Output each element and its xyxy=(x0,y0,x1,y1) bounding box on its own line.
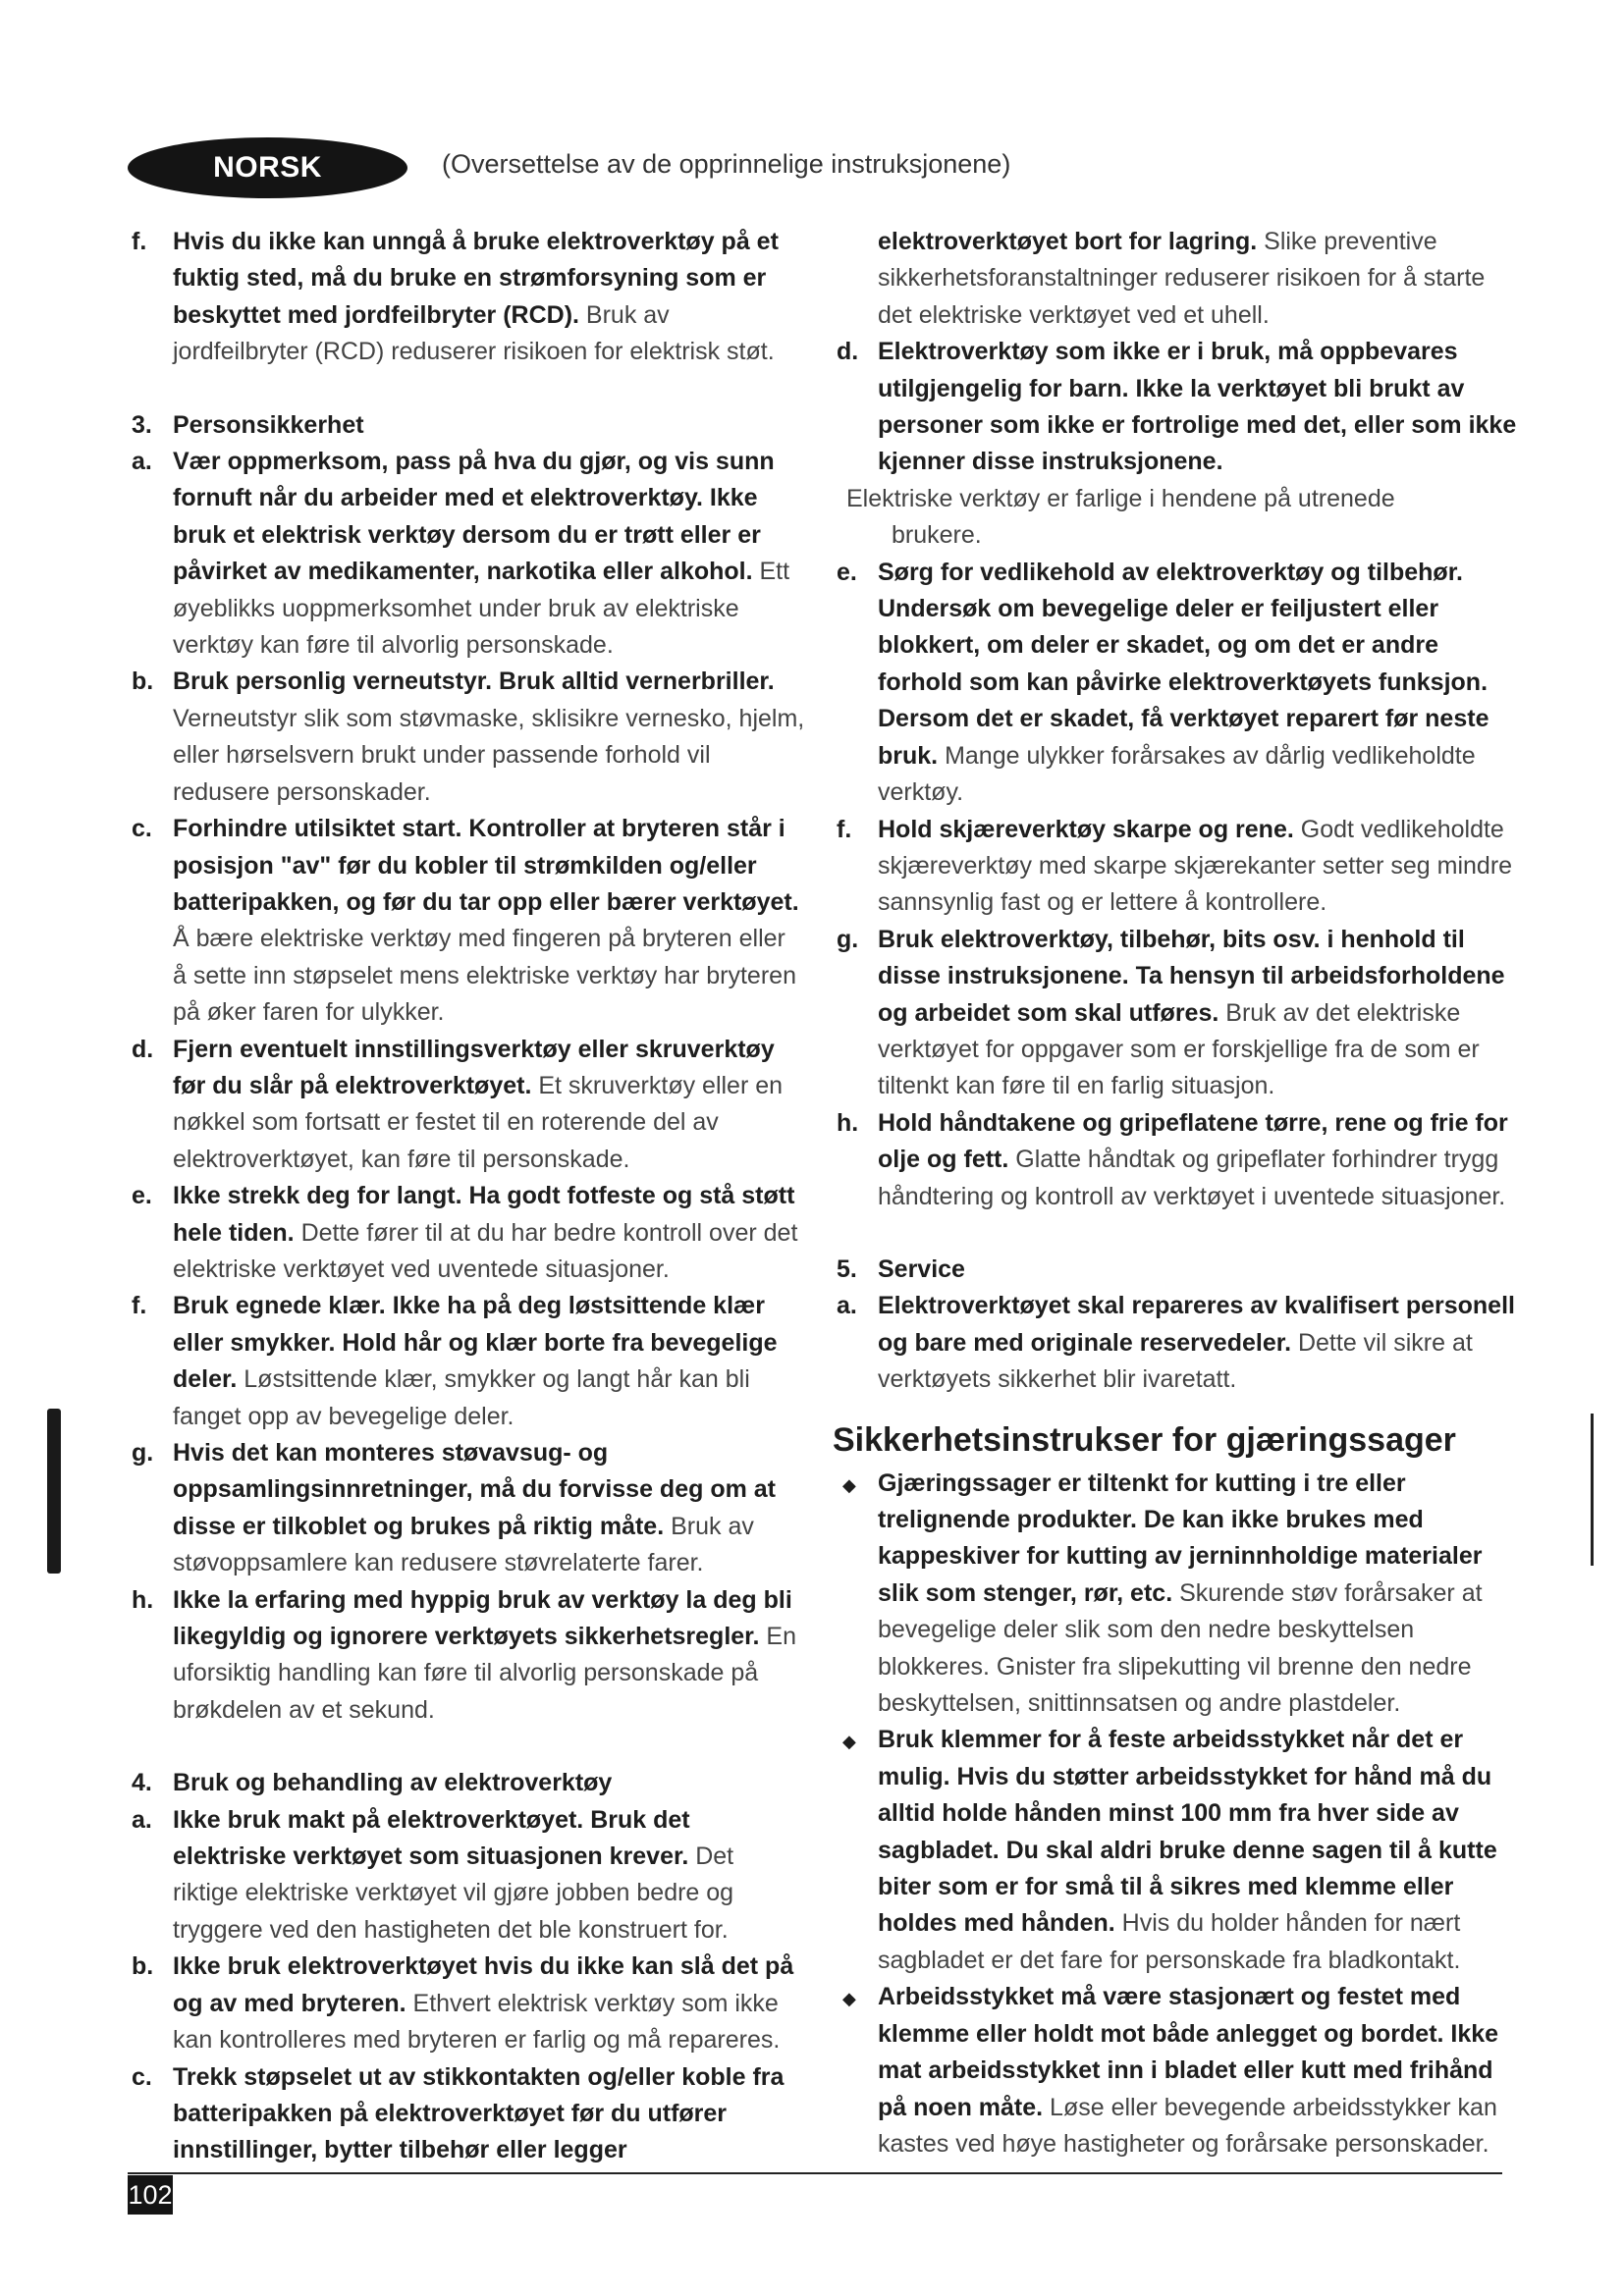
diamond-bullet-icon: ◆ xyxy=(842,1474,856,1495)
section-marker-bar xyxy=(47,1409,61,1574)
list-item: e. Ikke strekk deg for langt. Ha godt fotfeste og stå støtt hele tiden. Dette fører til at du har bedre kontroll over det elektriske verktøyet ved uventede situasjoner. xyxy=(132,1182,798,1283)
list-item: a. Ikke bruk makt på elektroverktøyet. Bruk det elektriske verktøyet som situasjonen krever. Det riktige elektriske verktøyet vil gjøre jobben bedre og tryggere ved den hastigheten det ble konstruert for. xyxy=(132,1805,734,1944)
list-item: c. Forhindre utilsiktet start. Kontroller at bryteren står i posisjon "av" før du kobler til strømkilden og/eller batteripakken, og før du tar opp eller bærer verktøyet. Å bære elektriske verktøy med fingeren på bryteren eller å sette inn støpselet mens elektriske verktøy har bryteren på øker faren for ulykker. xyxy=(132,815,799,1027)
language-tab: NORSK xyxy=(128,137,407,198)
section-heading: 3. Personsikkerhet xyxy=(132,410,364,439)
footer-rule xyxy=(128,2172,1502,2174)
list-item: a. Vær oppmerksom, pass på hva du gjør, og vis sunn fornuft når du arbeider med et elektroverktøy. Ikke bruk et elektrisk verktøy dersom du er trøtt eller er påvirket av medikamenter, narkotika eller alkohol. Ett øyeblikks uoppmerksomhet under bruk av elektriske verktøy kan føre til alvorlig personskade. xyxy=(132,448,790,660)
list-item: a. Elektroverktøyet skal repareres av kvalifisert personell og bare med originale reservedeler. Dette vil sikre at verktøyets sikkerhet blir ivaretatt. xyxy=(837,1292,1515,1394)
list-item: f. Hvis du ikke kan unngå å bruke elektroverktøy på et fuktig sted, må du bruke en strømforsyning som er beskyttet med jordfeilbryter (RCD). Bruk av jordfeilbryter (RCD) reduserer risikoen for elektrisk støt. xyxy=(132,228,779,366)
section-marker-line xyxy=(1591,1414,1594,1566)
left-column xyxy=(128,224,805,2169)
list-item: f. Bruk egnede klær. Ikke ha på deg løstsittende klær eller smykker. Hold hår og klær borte fra bevegelige deler. Løstsittende klær, smykker og langt hår kan bli fanget opp av bevegelige deler. xyxy=(132,1292,778,1430)
section-title: Sikkerhetsinstrukser for gjæringssager xyxy=(833,1420,1456,1459)
list-item-continuation: elektroverktøyet bort for lagring. Slike preventive sikkerhetsforanstaltninger reduserer risikoen for å starte det elektriske verktøyet ved et uhell. xyxy=(878,228,1486,329)
paragraph: Elektriske verktøy er farlige i hendene på utrenede brukere. xyxy=(846,484,1395,550)
bullet-item: ◆ Gjæringssager er tiltenkt for kutting i tre eller trelignende produkter. De kan ikke brukes med kappeskiver for kutting av jerninnholdige materialer slik som stenger, rør, etc. Skurende støv forårsaker at bevegelige deler slik som den nedre beskyttelsen blokkeres. Gnister fra slipekutting vil brenne den nedre beskyttelsen, snittinnsatsen og andre plastdeler. xyxy=(842,1468,1483,1718)
list-item: d. Fjern eventuelt innstillingsverktøy eller skruverktøy før du slår på elektroverktøyet. Et skruverktøy eller en nøkkel som fortsatt er festet til en roterende del av elektroverktøyet, kan føre til personskade. xyxy=(132,1035,784,1173)
bullet-item: ◆ Arbeidsstykket må være stasjonært og festet med klemme eller holdt mot både anlegget og bordet. Ikke mat arbeidsstykket inn i bladet eller kutt med frihånd på noen måte. Løse eller bevegende arbeidsstykker kan kastes ved høye hastigheter og forårsake personskader. xyxy=(842,1983,1499,2158)
diamond-bullet-icon: ◆ xyxy=(842,1989,856,2009)
list-item: e. Sørg for vedlikehold av elektroverktøy og tilbehør. Undersøk om bevegelige deler er feiljustert eller blokkert, om deler er skadet, og om det er andre forhold som kan påvirke elektroverktøyets funksjon. Dersom det er skadet, få verktøyet reparert før neste bruk. Mange ulykker forårsakes av dårlig vedlikeholdte verktøy. xyxy=(837,558,1489,807)
list-item: h. Hold håndtakene og gripeflatene tørre, rene og frie for olje og fett. Glatte håndtak og gripeflater forhindrer trygg håndtering og kontroll av verktøyet i uventede situasjoner. xyxy=(837,1108,1508,1210)
diamond-bullet-icon: ◆ xyxy=(842,1732,856,1752)
list-item: h. Ikke la erfaring med hyppig bruk av verktøy la deg bli likegyldig og ignorere verktøyets sikkerhetsregler. En uforsiktig handling kan føre til alvorlig personskade på brøkdelen av et sekund. xyxy=(132,1585,797,1724)
list-item: g. Hvis det kan monteres støvavsug- og oppsamlingsinnretninger, må du forvisse deg om at disse er tilkoblet og brukes på riktig måte. Bruk av støvoppsamlere kan redusere støvrelaterte farer. xyxy=(132,1439,777,1577)
list-item: d. Elektroverktøy som ikke er i bruk, må oppbevares utilgjengelig for barn. Ikke la verktøyet bli brukt av personer som ikke er fortrolige med det, eller som ikke kjenner disse instruksjonene. xyxy=(837,338,1517,476)
list-item: b. Ikke bruk elektroverktøyet hvis du ikke kan slå det på og av med bryteren. Ethvert elektrisk verktøy som ikke kan kontrolleres med bryteren er farlig og må repareres. xyxy=(132,1952,794,2055)
translation-note: (Oversettelse av de opprinnelige instruksjonene) xyxy=(442,149,1011,179)
list-item: b. Bruk personlig verneutstyr. Bruk alltid vernerbriller. Verneutstyr slik som støvmaske, sklisikre vernesko, hjelm, eller hørselsvern brukt under passende forhold vil redusere personskader. xyxy=(132,667,805,806)
section-heading: 4. Bruk og behandling av elektroverktøy xyxy=(132,1769,613,1797)
right-column xyxy=(833,224,1520,2163)
section-heading: 5. Service xyxy=(837,1255,965,1283)
list-item: g. Bruk elektroverktøy, tilbehør, bits osv. i henhold til disse instruksjonene. Ta hensyn til arbeidsforholdene og arbeidet som skal utføres. Bruk av det elektriske verktøyet for oppgaver som er forskjellige fra de som er tiltenkt kan føre til en farlig situasjon. xyxy=(837,925,1505,1100)
bullet-item: ◆ Bruk klemmer for å feste arbeidsstykket når det er mulig. Hvis du støtter arbeidsstykket for hånd må du alltid holde hånden minst 100 mm fra hver side av sagbladet. Du skal aldri bruke denne sagen til å kutte biter som er for små til å sikres med klemme eller holdes med hånden. Hvis du holder hånden for nært sagbladet er det fare for personskade fra bladkontakt. xyxy=(842,1726,1497,1974)
list-item: f. Hold skjæreverktøy skarpe og rene. Godt vedlikeholdte skjæreverktøy med skarpe skjærekanter setter seg mindre sannsynlig fast og er lettere å kontrollere. xyxy=(837,815,1513,917)
list-item: c. Trekk støpselet ut av stikkontakten og/eller koble fra batteripakken på elektroverktøyet før du utfører innstillinger, bytter tilbehør eller legger xyxy=(132,2062,785,2164)
page-number: 102 xyxy=(128,2175,173,2215)
